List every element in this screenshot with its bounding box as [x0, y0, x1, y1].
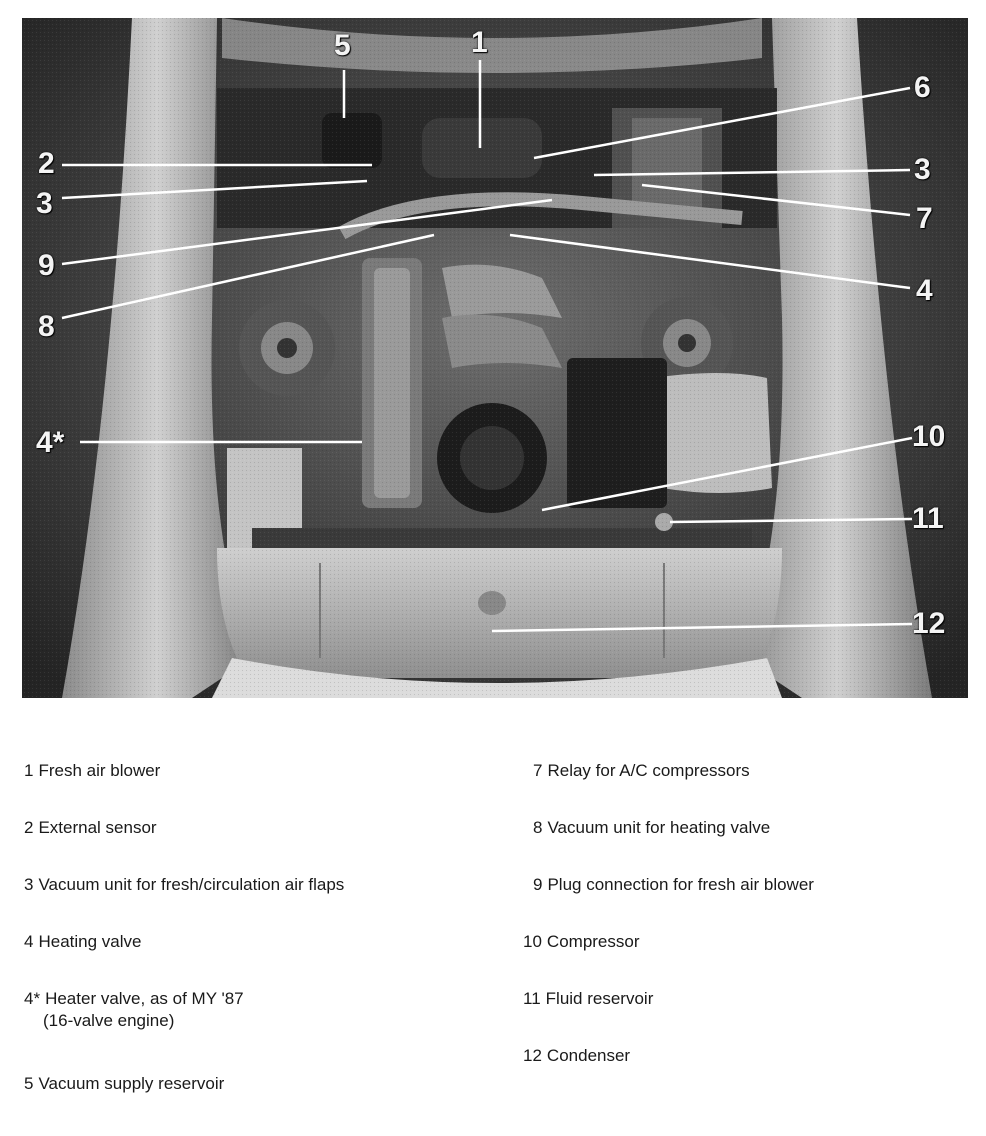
legend-item-7: 7 Relay for A/C compressors	[533, 761, 750, 780]
engine-bay-photo	[22, 18, 968, 698]
legend-item-2: 2 External sensor	[24, 818, 157, 837]
callout-7: 7	[916, 202, 933, 235]
legend-item-12: 12 Condenser	[523, 1046, 631, 1065]
callout-4: 4	[916, 274, 933, 307]
callout-2: 2	[38, 147, 55, 180]
legend-item-1: 1 Fresh air blower	[24, 761, 161, 780]
callout-10: 10	[912, 420, 946, 453]
callout-5: 5	[334, 29, 351, 62]
legend-item-11: 11 Fluid reservoir	[523, 989, 654, 1008]
callout-1: 1	[471, 26, 488, 59]
callout-3-right: 3	[914, 153, 931, 186]
callout-8: 8	[38, 310, 55, 343]
callout-6: 6	[914, 71, 931, 104]
callout-4-star: 4*	[36, 426, 65, 459]
callout-9: 9	[38, 249, 55, 282]
legend-item-8: 8 Vacuum unit for heating valve	[533, 818, 771, 837]
legend-item-5: 5 Vacuum supply reservoir	[24, 1074, 225, 1093]
engine-bay-illustration	[22, 18, 968, 698]
callout-12: 12	[912, 607, 946, 640]
legend-item-4: 4 Heating valve	[24, 932, 142, 951]
legend-item-9: 9 Plug connection for fresh air blower	[533, 875, 814, 894]
legend-item-4-star: 4* Heater valve, as of MY '87 (16-valve engine)	[24, 989, 244, 1030]
callout-3-left: 3	[36, 187, 53, 220]
legend-item-3: 3 Vacuum unit for fresh/circulation air flaps	[24, 875, 345, 894]
callout-11: 11	[912, 502, 944, 535]
legend-item-10: 10 Compressor	[523, 932, 640, 951]
